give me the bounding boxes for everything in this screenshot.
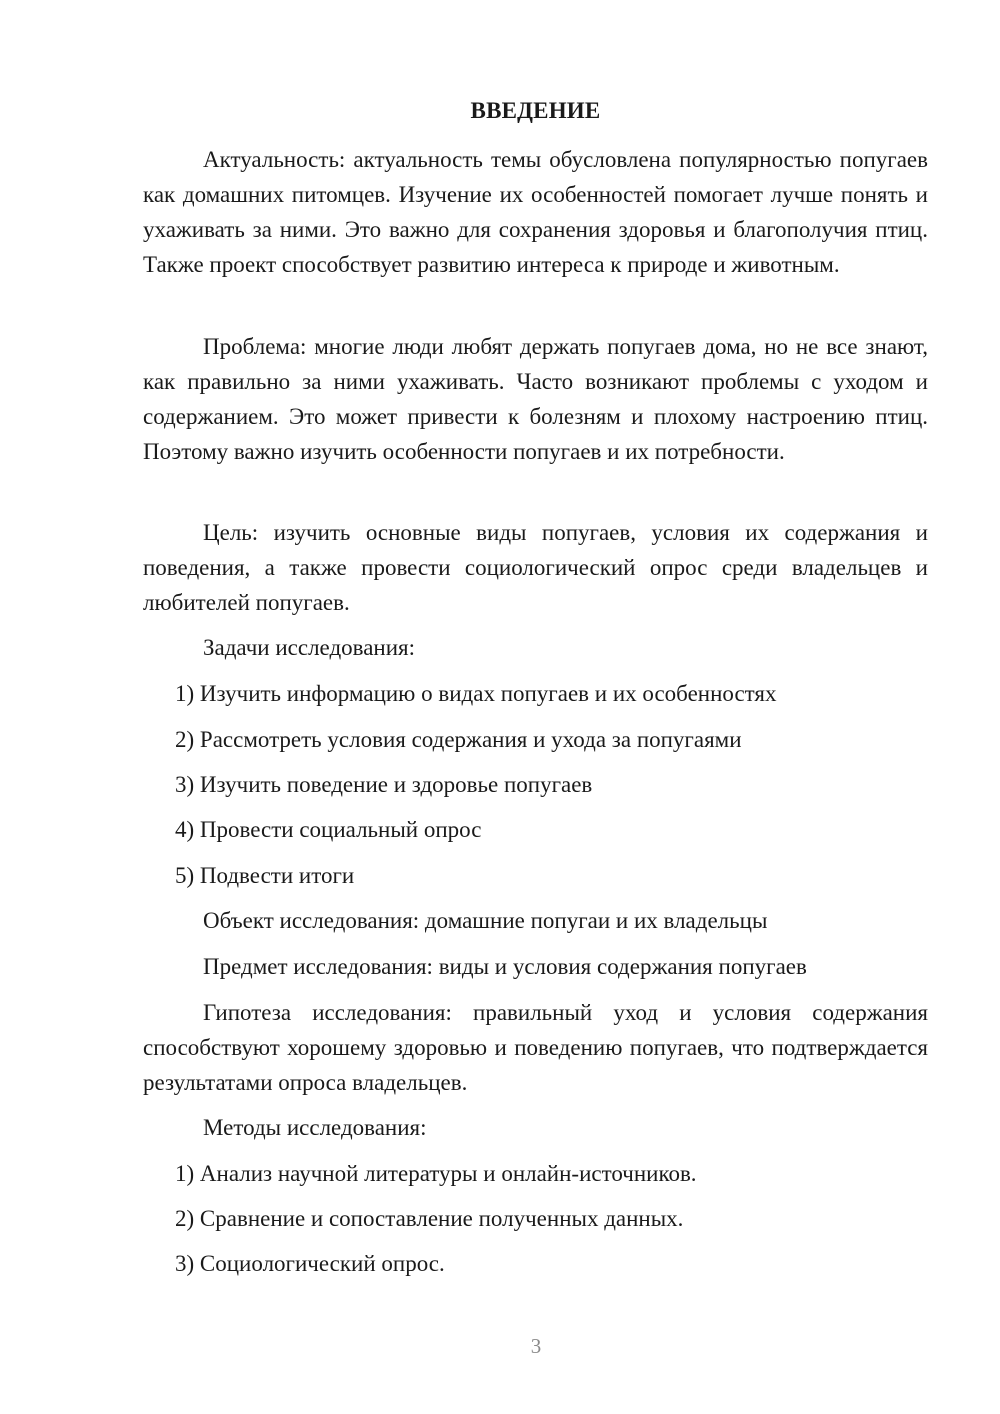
tasks-title: Задачи исследования:: [203, 635, 416, 660]
method-item: 2) Сравнение и сопоставление полученных данных.: [175, 1206, 684, 1231]
goal-paragraph: Цель: изучить основные виды попугаев, условия их содержания и поведения, а также провести социологический опрос среди владельцев и любителей попугаев.: [143, 520, 928, 615]
section-heading: ВВЕДЕНИЕ: [470, 98, 601, 123]
problem-paragraph: Проблема: многие люди любят держать попугаев дома, но не все знают, как правильно за ними ухаживать. Часто возникают проблемы с уходом и содержанием. Это может привести к болезням и плохому настроению птиц. Поэтому важно изучить особенности попугаев и их потребности.: [143, 334, 928, 464]
task-item: 3) Изучить поведение и здоровье попугаев: [175, 772, 593, 797]
object-line: Объект исследования: домашние попугаи и их владельцы: [203, 908, 768, 933]
method-item: 3) Социологический опрос.: [175, 1251, 445, 1276]
task-item: 4) Провести социальный опрос: [175, 817, 482, 842]
relevance-paragraph: Актуальность: актуальность темы обусловлена популярностью попугаев как домашних питомцев. Изучение их особенностей помогает лучше понять и ухаживать за ними. Это важно для сохранения здоровья и благополучия птиц. Также проект способствует развитию интереса к природе и животным.: [143, 147, 928, 277]
subject-line: Предмет исследования: виды и условия содержания попугаев: [203, 954, 807, 979]
task-item: 2) Рассмотреть условия содержания и ухода за попугаями: [175, 727, 742, 752]
methods-title: Методы исследования:: [203, 1115, 427, 1140]
task-item: 1) Изучить информацию о видах попугаев и их особенностях: [175, 681, 777, 706]
method-item: 1) Анализ научной литературы и онлайн-источников.: [175, 1161, 697, 1186]
task-item: 5) Подвести итоги: [175, 863, 355, 888]
page-number: 3: [530, 1334, 542, 1358]
hypothesis-paragraph: Гипотеза исследования: правильный уход и условия содержания способствуют хорошему здоровью и поведению попугаев, что подтверждается результатами опроса владельцев.: [143, 1000, 928, 1095]
